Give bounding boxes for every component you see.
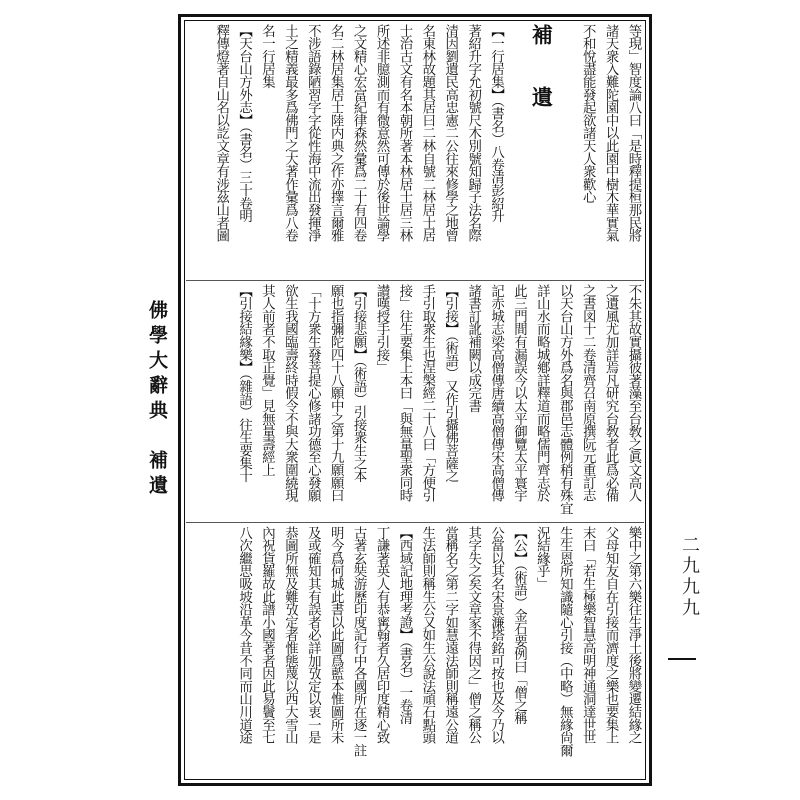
text-column: 讃嘆授手引接」 <box>374 284 390 374</box>
text-column: 不朱其故實攝彼著藻至台敎之眞文高人 <box>626 284 641 502</box>
text-column: 末曰「若生極樂智慧高明神通洞達世世 <box>580 526 596 744</box>
text-column: 恭圖所無及難攷定者惟態蔑以西大雪山 <box>282 526 298 744</box>
text-column: 樂中之第六樂往生淨土後將變遷結緣之 <box>626 526 641 744</box>
text-column: 清因劉遺民高忠憲二公往來修學之地曾 <box>442 24 458 242</box>
text-column: 【天台山方外志】（書名）三十卷明 <box>236 24 252 223</box>
text-column: 當稱名之第二字如慧遠法師則稱遠公道 <box>442 526 458 744</box>
band-divider <box>186 280 644 281</box>
text-column: 接」往生要集上本曰「與無量聖衆同時 <box>396 284 412 502</box>
text-column: 名東林故題其居曰二林自號二林居士居 <box>419 24 435 242</box>
margin-rule <box>668 658 696 660</box>
text-column: 名一行居集 <box>259 24 275 89</box>
text-column: 土之精義最多爲佛門之大著作彙爲八卷 <box>282 24 298 242</box>
text-column: 【一行居集】（書名）八卷清彭紹升 <box>488 24 504 223</box>
text-band-top <box>186 24 644 278</box>
text-column: 父母知友自在引接而濟度之樂也要集上 <box>603 526 619 744</box>
text-column: 【公】（術語）金石要例曰「僧之稱 <box>511 526 527 725</box>
text-column: 生法師則稱生公又如生公說法頑石點頭 <box>419 526 435 744</box>
text-column: 【引接悲願】（術語）引接衆生之本 <box>351 284 367 483</box>
text-column: 【西域記地理考證】（書名）一卷清 <box>396 526 412 725</box>
text-column: 生生恩所知識隨心引接（中略）無緣尙爾 <box>557 526 573 757</box>
text-column: 以天台山方外爲名與郡邑志體例稍有殊宜 <box>557 284 573 515</box>
text-column: 公當以其名宋景濂塔銘可按也及今乃以 <box>488 526 504 744</box>
text-column: 之文精心宏富紀律森然彙爲二十有四卷 <box>351 24 367 242</box>
text-column <box>507 24 530 278</box>
text-column: 之書図十二卷清齊召南原撰阮元重訂志 <box>580 284 596 502</box>
text-column: 「十方衆生發菩提心修諸功德至心發願 <box>305 284 321 502</box>
text-column: 八次繼思吸坡沿革今昔不同而山川道途 <box>236 526 252 744</box>
text-column: 此三門間有漏誤今以太平御覽太平寰宇 <box>511 284 527 502</box>
text-column: 古著玄奘游歷印度記行中各國所在逐一註 <box>351 526 367 757</box>
text-column: 不涉語錄陋習字字從性海中流出發揮淨 <box>305 24 321 242</box>
text-column: 明今爲何城此書以此圖爲藍本惟圖所未 <box>328 526 344 744</box>
text-column: 況結緣乎」 <box>534 526 550 591</box>
text-column: 內祝貨羅故此譜小國著者因此易鬢至七 <box>259 526 275 744</box>
text-column: 詳山水而略城鄕詳釋道而略儒門齊志於 <box>534 284 550 502</box>
running-title: 佛學大辭典 補遺 <box>146 300 168 500</box>
text-column <box>552 24 575 278</box>
text-column: 及或確知其有誤者必詳加攷定以衷一是 <box>305 526 321 744</box>
text-column: 所述非臆測而有微意然可傳於後世論學 <box>374 24 390 242</box>
text-column: 士治古文有名本朝所著本林居士居三林 <box>396 24 412 242</box>
section-heading: 補 遺 <box>529 24 555 117</box>
text-column: 諸書訂訛補闕以成完書 <box>465 284 481 413</box>
text-column: 丁謙著英人有恭寗翰者久居印度精心致 <box>374 526 390 744</box>
text-band-bottom <box>186 526 644 776</box>
text-column: 【引接】（術語）又作引攝佛菩薩之 <box>442 284 458 483</box>
text-column: 【引接結緣樂】（雜語）往生要集十 <box>236 284 252 483</box>
text-column: 著紹升字允初號尺木別號知歸子法名際 <box>465 24 481 242</box>
text-column: 其人前者不取正覺」見無量壽經上 <box>259 284 275 477</box>
text-column: 手引取衆生也涅槃經二十八曰「方便引 <box>419 284 435 502</box>
text-column: 記赤城志梁高僧傳唐續高僧傳宋高僧傳 <box>488 284 504 502</box>
text-band-middle <box>186 284 644 520</box>
text-column: 諸天衆入難陀園中以此園中樹木華實氣 <box>603 24 619 242</box>
text-column: 釋傳燈著自山名以訖文章有涉茲山者圖 <box>213 24 229 242</box>
text-column: 願也指彌陀四十八願中之第十九願願曰 <box>328 284 344 502</box>
text-column: 其字失之矣文章家不得因之」僧之稱公 <box>465 526 481 744</box>
page-number: 二九九九 <box>679 535 700 619</box>
text-column: 之遺風尤加詳焉凡研究台敎者此爲必備 <box>603 284 619 502</box>
text-column: 不和悅盡能發起欲諸天人衆歡心 <box>580 24 596 204</box>
text-column: 等現」智度論八曰「是時釋提桓那民將 <box>626 24 641 242</box>
text-column: 欲生我國臨壽終時假令不與大衆圍繞現 <box>282 284 298 502</box>
text-column: 名二林居集居士陸内典之作亦擇言爾雅 <box>328 24 344 242</box>
band-divider <box>186 522 644 523</box>
